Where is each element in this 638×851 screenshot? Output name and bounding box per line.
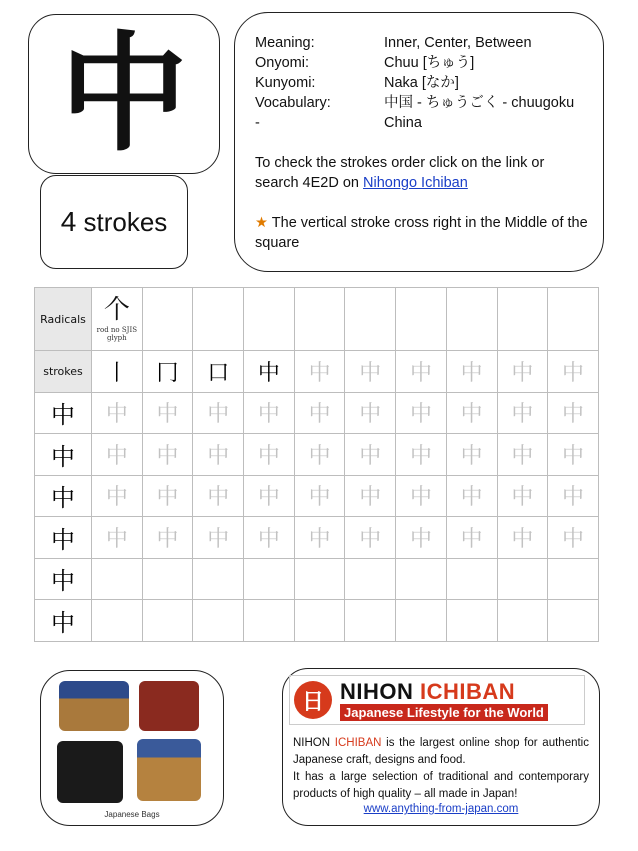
onyomi-row [255,53,589,73]
trace-cell: 中 [142,475,193,517]
practice-row [35,558,599,600]
trace-cell: 中 [142,434,193,476]
trace-cell: 中 [294,392,345,434]
trace-cell: 中 [294,351,345,393]
empty-cell [142,288,193,351]
trace-cell: 中 [446,434,497,476]
kanji-display-box [28,14,220,174]
trace-cell: 中 [396,475,447,517]
practice-cell[interactable] [294,558,345,600]
practice-cell[interactable] [396,600,447,642]
vocabulary-meaning-row [255,113,589,133]
vocabulary-dash: - [255,115,260,131]
logo-title-ichiban: ICHIBAN [420,678,516,704]
bags-caption: Japanese Bags [104,810,160,819]
trace-cell: 中 [142,517,193,559]
star-icon: ★ [255,215,268,231]
practice-cell[interactable] [497,600,548,642]
shop-desc-2: It has a large selection of traditional and contemporary products of high quality – all made in Japan! [293,771,589,800]
trace-cell: 中 [497,475,548,517]
model-character: 中 [35,600,92,642]
model-character: 中 [35,475,92,517]
model-character: 中 [35,558,92,600]
trace-cell: 中 [92,517,143,559]
trace-cell: 中 [345,475,396,517]
trace-cell: 中 [244,475,295,517]
trace-cell: 中 [345,517,396,559]
practice-cell[interactable] [142,600,193,642]
model-character: 中 [35,517,92,559]
trace-cell: 中 [497,392,548,434]
vocabulary-row [255,93,589,113]
empty-cell [193,288,244,351]
trace-cell: 中 [92,434,143,476]
radical-glyph: 个 [103,295,130,325]
kunyomi-label: Kunyomi: [255,75,316,91]
trace-cell: 中 [244,434,295,476]
trace-cell: 中 [193,475,244,517]
shop-box [282,668,600,826]
logo-title-nihon: NIHON [340,678,420,704]
stroke-order-note [255,153,589,193]
kunyomi-value: Naka [なか] [384,75,459,91]
trace-cell: 中 [446,351,497,393]
practice-grid [34,287,599,642]
trace-cell: 中 [396,517,447,559]
stroke-step-3: 口 [193,351,244,393]
trace-cell: 中 [345,351,396,393]
radical-cell [92,288,143,351]
meaning-label: Meaning: [255,35,315,51]
tip-note [255,213,589,253]
empty-cell [244,288,295,351]
tip-text: The vertical stroke cross right in the Middle of the square [255,215,588,251]
trace-cell: 中 [446,392,497,434]
vocabulary-meaning: China [384,115,422,131]
shop-description [293,735,589,803]
practice-row [35,434,599,476]
bag-basket-image [59,681,129,731]
practice-cell[interactable] [92,600,143,642]
radicals-row [35,288,599,351]
trace-cell: 中 [497,351,548,393]
stroke-count-label: strokes [83,206,168,237]
practice-cell[interactable] [497,558,548,600]
trace-cell: 中 [345,434,396,476]
radical-note: rod no SJIS glyph [96,326,138,342]
logo-tagline: Japanese Lifestyle for the World [340,704,548,721]
bag-black-image [57,741,123,803]
practice-cell[interactable] [396,558,447,600]
stroke-count-number: 4 [60,206,77,237]
logo-mark-icon: 日 [294,681,332,719]
practice-cell[interactable] [548,558,599,600]
meaning-value: Inner, Center, Between [384,35,532,51]
shop-desc-1: is the largest online shop for authentic Japanese craft, designs and food. [293,737,589,766]
trace-cell: 中 [244,392,295,434]
nihongo-ichiban-link[interactable]: Nihongo Ichiban [363,175,468,191]
practice-cell[interactable] [294,600,345,642]
bag-red-image [139,681,199,731]
practice-cell[interactable] [446,600,497,642]
practice-cell[interactable] [446,558,497,600]
practice-row [35,600,599,642]
bags-image-box [40,670,224,826]
trace-cell: 中 [446,475,497,517]
empty-cell [345,288,396,351]
trace-cell: 中 [193,392,244,434]
empty-cell [446,288,497,351]
trace-cell: 中 [345,392,396,434]
practice-cell[interactable] [548,600,599,642]
trace-cell: 中 [193,434,244,476]
trace-cell: 中 [396,434,447,476]
stroke-step-2: 冂 [142,351,193,393]
practice-cell[interactable] [244,600,295,642]
nihon-ichiban-logo [289,675,585,725]
empty-cell [548,288,599,351]
trace-cell: 中 [548,434,599,476]
logo-title [340,680,548,704]
trace-cell: 中 [548,517,599,559]
bag-wicker-image [137,739,201,801]
stroke-count-box [40,175,188,269]
trace-cell: 中 [294,434,345,476]
trace-cell: 中 [92,392,143,434]
vocabulary-value: 中国 - ちゅうごく - chuugoku [384,95,575,111]
practice-cell[interactable] [92,558,143,600]
trace-cell: 中 [193,517,244,559]
shop-url-link[interactable]: www.anything-from-japan.com [363,803,519,815]
radical-content [92,296,142,342]
trace-cell: 中 [548,392,599,434]
practice-row [35,517,599,559]
trace-cell: 中 [294,517,345,559]
kunyomi-row [255,73,589,93]
empty-cell [294,288,345,351]
trace-cell: 中 [548,475,599,517]
trace-cell: 中 [294,475,345,517]
radicals-header: Radicals [35,288,92,351]
logo-text [340,680,548,721]
vocabulary-label: Vocabulary: [255,95,331,111]
japanese-bags-photo [53,679,211,817]
trace-cell: 中 [396,351,447,393]
empty-cell [497,288,548,351]
trace-cell: 中 [142,392,193,434]
empty-cell [396,288,447,351]
trace-cell: 中 [497,517,548,559]
trace-cell: 中 [92,475,143,517]
meaning-row [255,33,589,53]
trace-cell: 中 [446,517,497,559]
practice-cell[interactable] [345,600,396,642]
shop-name-ichiban: ICHIBAN [334,737,382,749]
trace-cell: 中 [396,392,447,434]
strokes-row [35,351,599,393]
onyomi-label: Onyomi: [255,55,309,71]
stroke-order-text: To check the strokes order click on the link or search 4E2D on [255,155,545,191]
practice-cell[interactable] [244,558,295,600]
stroke-step-1: 丨 [92,351,143,393]
trace-cell: 中 [244,517,295,559]
strokes-header: strokes [35,351,92,393]
kanji-info-box [234,12,604,272]
model-character: 中 [35,392,92,434]
model-character: 中 [35,434,92,476]
practice-row [35,475,599,517]
practice-cell[interactable] [193,600,244,642]
trace-cell: 中 [497,434,548,476]
onyomi-value: Chuu [ちゅう] [384,55,475,71]
kanji-character: 中 [59,19,188,169]
practice-cell[interactable] [193,558,244,600]
practice-cell[interactable] [345,558,396,600]
practice-cell[interactable] [142,558,193,600]
stroke-step-4: 中 [244,351,295,393]
shop-name-nihon: NIHON [293,737,331,749]
trace-cell: 中 [548,351,599,393]
practice-row [35,392,599,434]
